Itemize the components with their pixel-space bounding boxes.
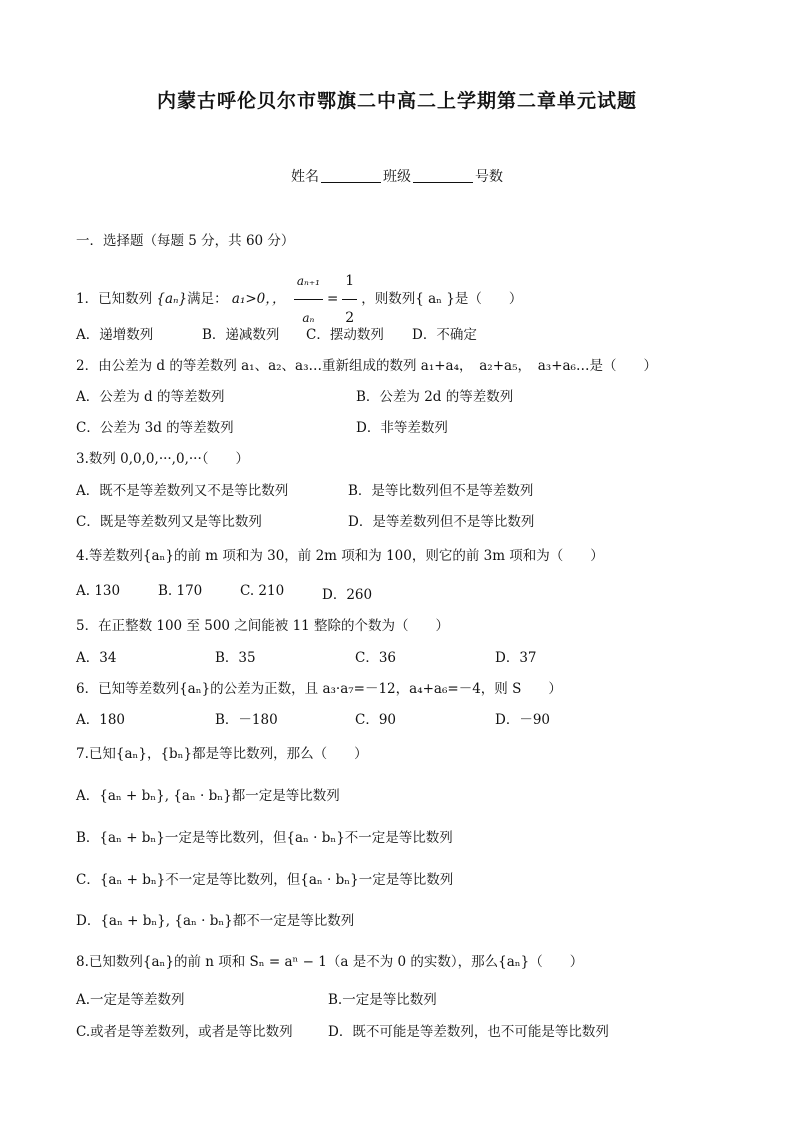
q6-option-a[interactable]: A．180	[76, 712, 126, 728]
q3-option-c[interactable]: C．既是等差数列又是等比数列	[76, 514, 262, 530]
question-5: 5．在正整数 100 至 500 之间能被 11 整除的个数为（ ）	[76, 618, 450, 634]
name-blank	[321, 168, 381, 183]
question-7: 7.已知{aₙ}，{bₙ}都是等比数列，那么（ ）	[76, 746, 368, 762]
class-blank	[413, 168, 473, 183]
q2-option-a[interactable]: A．公差为 d 的等差数列	[76, 389, 225, 405]
q1-half-num: 1	[342, 263, 357, 300]
q1-ratio-num: aₙ₊₁	[294, 263, 323, 300]
q4-option-c[interactable]: C. 210	[240, 583, 285, 599]
student-info-line	[0, 166, 794, 186]
q1-option-c[interactable]: C．摆动数列	[306, 327, 384, 343]
q1-half-den: 2	[345, 310, 355, 326]
class-label: 班级	[383, 169, 411, 185]
question-2: 2．由公差为 d 的等差数列 a₁、a₂、a₃…重新组成的数列 a₁+a₄， a₂+a₅， a₃+a₆…是（ ）	[76, 358, 657, 374]
q1-option-d[interactable]: D．不确定	[412, 327, 477, 343]
q5-option-b[interactable]: B．35	[215, 650, 256, 666]
q3-option-a[interactable]: A．既不是等差数列又不是等比数列	[76, 483, 289, 499]
q1-stem-c: ，则数列{ aₙ }是（ ）	[361, 291, 523, 307]
q5-option-d[interactable]: D．37	[495, 650, 537, 666]
question-3: 3.数列 0,0,0,···,0,···（ ）	[76, 451, 249, 467]
q8-option-a[interactable]: A.一定是等差数列	[76, 992, 185, 1008]
q1-eq: =	[326, 291, 339, 307]
q3-option-d[interactable]: D．是等差数列但不是等比数列	[348, 514, 535, 530]
q1-ratio-den: aₙ	[302, 311, 315, 325]
q6-option-b[interactable]: B．－180	[215, 712, 278, 728]
section-heading: 一．选择题（每题 5 分，共 60 分）	[76, 233, 295, 249]
q2-option-c[interactable]: C．公差为 3d 的等差数列	[76, 420, 234, 436]
q8-option-b[interactable]: B.一定是等比数列	[328, 992, 437, 1008]
q7-option-a[interactable]: A．{aₙ + bₙ}, {aₙ · bₙ}都一定是等比数列	[76, 788, 340, 804]
q4-option-b[interactable]: B. 170	[158, 583, 203, 599]
q6-option-d[interactable]: D．－90	[495, 712, 551, 728]
q7-option-c[interactable]: C．{aₙ + bₙ}不一定是等比数列，但{aₙ · bₙ}一定是等比数列	[76, 872, 454, 888]
q8-option-c[interactable]: C.或者是等差数列，或者是等比数列	[76, 1024, 293, 1040]
q4-option-a[interactable]: A. 130	[76, 583, 121, 599]
q3-option-b[interactable]: B．是等比数列但不是等差数列	[348, 483, 534, 499]
q1-stem-a: 1．已知数列	[76, 291, 153, 307]
q5-option-c[interactable]: C．36	[355, 650, 397, 666]
q4-option-d[interactable]: D．260	[322, 587, 373, 603]
q7-option-d[interactable]: D．{aₙ + bₙ}, {aₙ · bₙ}都不一定是等比数列	[76, 913, 355, 929]
page-title: 内蒙古呼伦贝尔市鄂旗二中高二上学期第二章单元试题	[156, 90, 637, 112]
q1-option-a[interactable]: A．递增数列	[76, 327, 154, 343]
q2-option-b[interactable]: B．公差为 2d 的等差数列	[356, 389, 514, 405]
name-label: 姓名	[291, 169, 319, 185]
q6-option-c[interactable]: C．90	[355, 712, 397, 728]
q5-option-a[interactable]: A．34	[76, 650, 117, 666]
q1-condition: a₁>0，，	[231, 291, 286, 307]
q1-seq: {aₙ}	[156, 291, 188, 307]
q7-option-b[interactable]: B．{aₙ + bₙ}一定是等比数列，但{aₙ · bₙ}不一定是等比数列	[76, 830, 453, 846]
q1-stem-b: 满足：	[187, 291, 228, 307]
number-label: 号数	[475, 169, 503, 185]
question-4: 4.等差数列{aₙ}的前 m 项和为 30，前 2m 项和为 100，则它的前 3m 项和为（ ）	[76, 548, 604, 564]
q8-option-d[interactable]: D．既不可能是等差数列，也不可能是等比数列	[328, 1024, 609, 1040]
q1-option-b[interactable]: B．递减数列	[202, 327, 280, 343]
q2-option-d[interactable]: D．非等差数列	[356, 420, 448, 436]
question-8: 8.已知数列{aₙ}的前 n 项和 Sₙ = aⁿ − 1（a 是不为 0 的实数），那么{aₙ}（ ）	[76, 954, 584, 970]
question-6: 6．已知等差数列{aₙ}的公差为正数，且 a₃·a₇=－12，a₄+a₆=－4，则 S ）	[76, 681, 562, 697]
